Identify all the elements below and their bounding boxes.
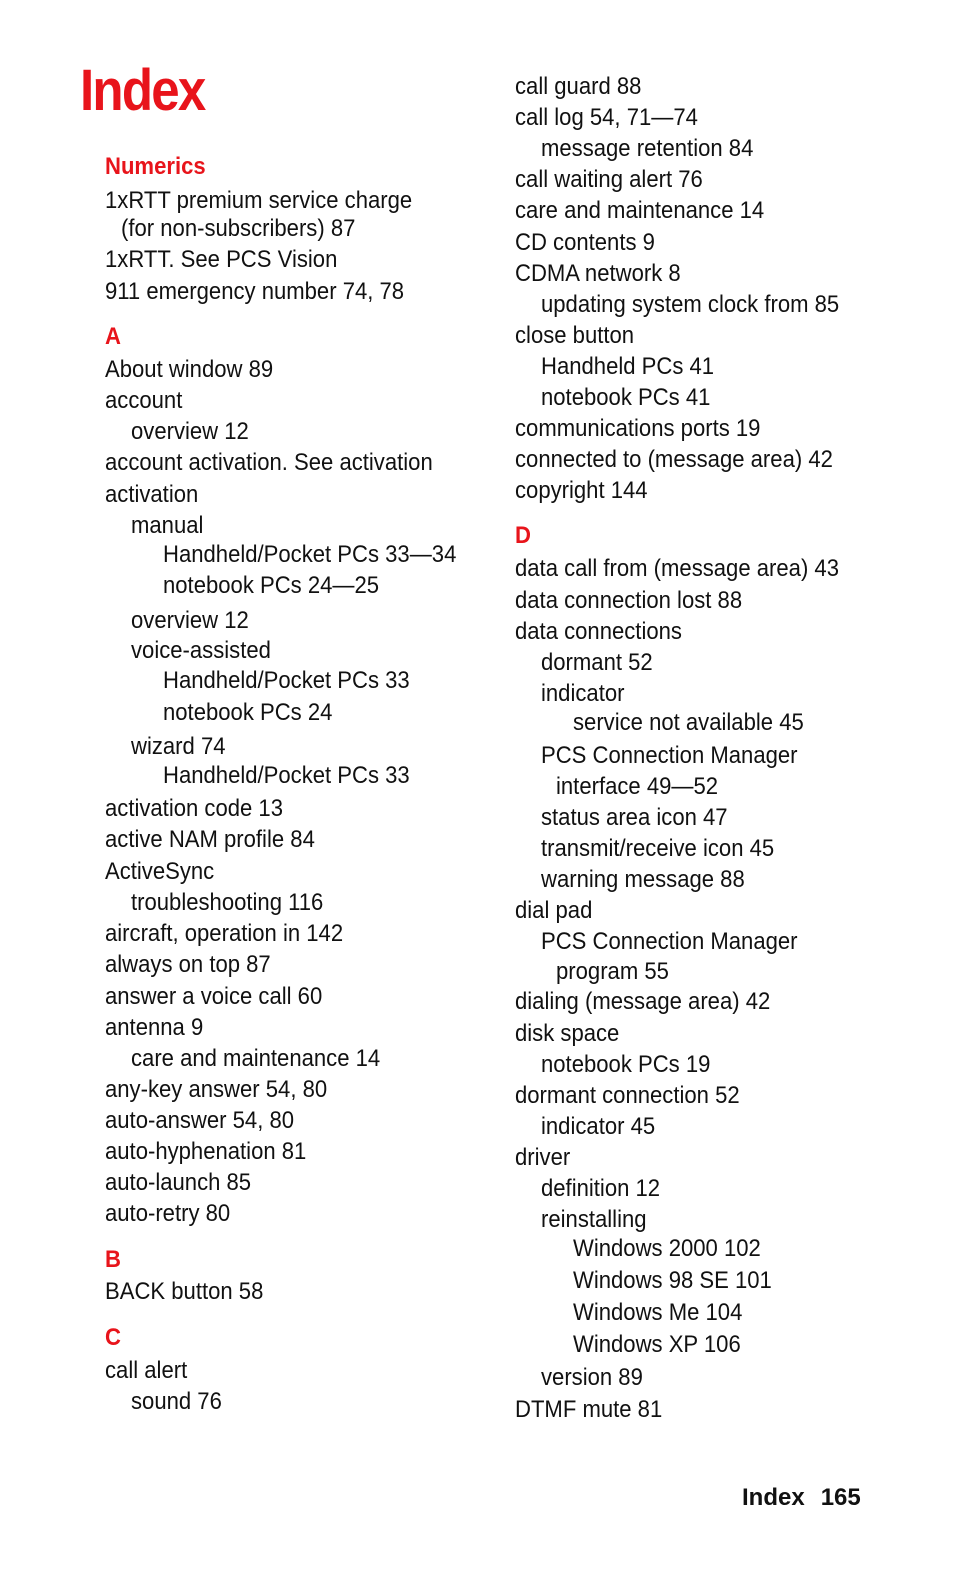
index-subentry: manual [131, 512, 204, 539]
index-subentry: overview 12 [131, 607, 249, 634]
section-heading: A [105, 323, 121, 350]
index-subentry: version 89 [541, 1364, 643, 1391]
index-entry: care and maintenance 14 [515, 197, 765, 224]
page-footer [742, 1483, 861, 1513]
index-entry: auto-retry 80 [105, 1200, 231, 1227]
index-subentry: notebook PCs 19 [541, 1051, 711, 1078]
index-entry: communications ports 19 [515, 415, 761, 442]
page-title: Index [80, 58, 205, 123]
index-entry: dial pad [515, 897, 593, 924]
index-subentry: program 55 [556, 958, 669, 985]
index-subentry: dormant 52 [541, 649, 653, 676]
index-subentry: transmit/receive icon 45 [541, 835, 775, 862]
index-subentry: updating system clock from 85 [541, 291, 840, 318]
index-subentry: Handheld/Pocket PCs 33 [163, 762, 410, 789]
index-subentry: notebook PCs 24 [163, 699, 333, 726]
index-subentry: interface 49—52 [556, 773, 719, 800]
index-entry: call waiting alert 76 [515, 166, 703, 193]
footer-label: Index [742, 1484, 805, 1511]
index-entry: driver [515, 1144, 571, 1171]
index-entry: always on top 87 [105, 951, 271, 978]
index-entry: CD contents 9 [515, 229, 655, 256]
index-subentry: indicator [541, 680, 625, 707]
index-entry: call guard 88 [515, 73, 642, 100]
index-subentry: PCS Connection Manager [541, 742, 798, 769]
index-entry: activation [105, 481, 199, 508]
index-subentry: notebook PCs 24—25 [163, 572, 380, 599]
index-subentry: Windows XP 106 [573, 1331, 741, 1358]
index-entry: connected to (message area) 42 [515, 446, 833, 473]
index-subentry: message retention 84 [541, 135, 754, 162]
index-entry: dormant connection 52 [515, 1082, 740, 1109]
index-entry: ActiveSync [105, 858, 215, 885]
index-entry: close button [515, 322, 635, 349]
index-entry: disk space [515, 1020, 620, 1047]
index-entry: account [105, 387, 183, 414]
index-subentry: indicator 45 [541, 1113, 656, 1140]
index-entry: 1xRTT. See PCS Vision [105, 246, 338, 273]
index-entry: 1xRTT premium service charge [105, 187, 413, 214]
index-subentry: wizard 74 [131, 733, 226, 760]
index-entry: dialing (message area) 42 [515, 988, 771, 1015]
index-entry: data call from (message area) 43 [515, 555, 839, 582]
section-heading: C [105, 1324, 121, 1351]
index-entry: answer a voice call 60 [105, 983, 323, 1010]
index-subentry: overview 12 [131, 418, 249, 445]
index-entry: aircraft, operation in 142 [105, 920, 344, 947]
index-entry: 911 emergency number 74, 78 [105, 278, 405, 305]
index-entry: account activation. See activation [105, 449, 433, 476]
index-subentry: Windows 98 SE 101 [573, 1267, 772, 1294]
page-number: 165 [820, 1484, 861, 1511]
index-entry: antenna 9 [105, 1014, 204, 1041]
index-entry: data connections [515, 618, 682, 645]
index-entry: CDMA network 8 [515, 260, 681, 287]
index-subentry: Windows 2000 102 [573, 1235, 761, 1262]
index-entry: auto-hyphenation 81 [105, 1138, 307, 1165]
index-subentry: notebook PCs 41 [541, 384, 711, 411]
index-entry: active NAM profile 84 [105, 826, 315, 853]
section-heading: B [105, 1246, 121, 1273]
index-subentry: care and maintenance 14 [131, 1045, 381, 1072]
index-entry: DTMF mute 81 [515, 1396, 663, 1423]
index-entry: BACK button 58 [105, 1278, 264, 1305]
index-subentry: definition 12 [541, 1175, 661, 1202]
index-subentry: troubleshooting 116 [131, 889, 324, 916]
index-subentry: service not available 45 [573, 709, 804, 736]
index-subentry: Handheld PCs 41 [541, 353, 715, 380]
index-entry: About window 89 [105, 356, 274, 383]
index-subentry: voice-assisted [131, 637, 271, 664]
index-subentry: Windows Me 104 [573, 1299, 743, 1326]
index-entry: call alert [105, 1357, 188, 1384]
index-subentry: sound 76 [131, 1388, 222, 1415]
index-entry: activation code 13 [105, 795, 283, 822]
section-heading: D [515, 522, 531, 549]
index-subentry: Handheld/Pocket PCs 33—34 [163, 541, 457, 568]
index-entry: data connection lost 88 [515, 587, 743, 614]
index-subentry: reinstalling [541, 1206, 647, 1233]
index-subentry: status area icon 47 [541, 804, 728, 831]
index-subentry: warning message 88 [541, 866, 745, 893]
index-entry: call log 54, 71—74 [515, 104, 698, 131]
index-subentry: PCS Connection Manager [541, 928, 798, 955]
index-subentry: Handheld/Pocket PCs 33 [163, 667, 410, 694]
index-entry: (for non-subscribers) 87 [121, 215, 356, 242]
section-heading: Numerics [105, 153, 206, 180]
index-entry: any-key answer 54, 80 [105, 1076, 328, 1103]
index-entry: auto-launch 85 [105, 1169, 252, 1196]
index-entry: copyright 144 [515, 477, 648, 504]
index-entry: auto-answer 54, 80 [105, 1107, 295, 1134]
